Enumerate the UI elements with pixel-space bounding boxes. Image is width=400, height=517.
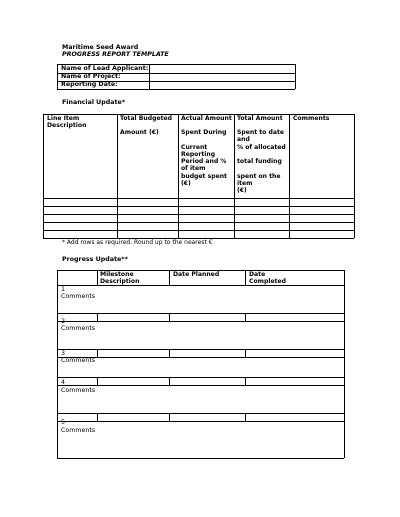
col-total-budgeted-sub: Amount (€) xyxy=(120,129,159,136)
document-title: Maritime Seed Award xyxy=(62,44,139,51)
milestone-comments-label: Comments xyxy=(61,387,96,394)
milestone-comments-label: Comments xyxy=(61,427,96,434)
col-date-completed: Date Completed xyxy=(249,271,286,286)
milestone-comments-label: Comments xyxy=(61,357,96,364)
progress-update-heading: Progress Update** xyxy=(62,256,128,263)
milestone-number: 2 xyxy=(61,318,66,325)
reporting-date-label: Reporting Date: xyxy=(61,81,118,88)
milestone-number: 4 xyxy=(61,379,66,386)
document-subtitle: PROGRESS REPORT TEMPLATE xyxy=(62,51,169,58)
col-actual-amount-sub: Spent During Current Reporting Period and % of item budget spent (€) xyxy=(181,129,227,188)
lead-applicant-label: Name of Lead Applicant: xyxy=(61,65,149,72)
milestone-comments-label: Comments xyxy=(61,293,96,300)
col-actual-amount: Actual Amount xyxy=(181,115,232,122)
col-total-budgeted: Total Budgeted xyxy=(120,115,173,122)
milestone-comments-label: Comments xyxy=(61,325,96,332)
milestone-number: 3 xyxy=(61,350,66,357)
col-total-amount-sub: Spent to date and % of allocated total funding spent on the item (€) xyxy=(237,129,286,195)
project-name-label: Name of Project: xyxy=(61,73,121,80)
financial-update-heading: Financial Update* xyxy=(62,99,126,106)
col-total-amount: Total Amount xyxy=(237,115,283,122)
milestone-number: 5 xyxy=(61,419,66,426)
col-date-planned: Date Planned xyxy=(173,271,220,278)
financial-footnote: * Add rows as required. Round up to the nearest € xyxy=(62,239,213,246)
col-milestone-description: Milestone Description xyxy=(100,271,140,286)
col-comments: Comments xyxy=(293,115,330,122)
milestone-number: 1 xyxy=(61,286,66,293)
col-line-item-description: Line Item Description xyxy=(47,115,87,130)
